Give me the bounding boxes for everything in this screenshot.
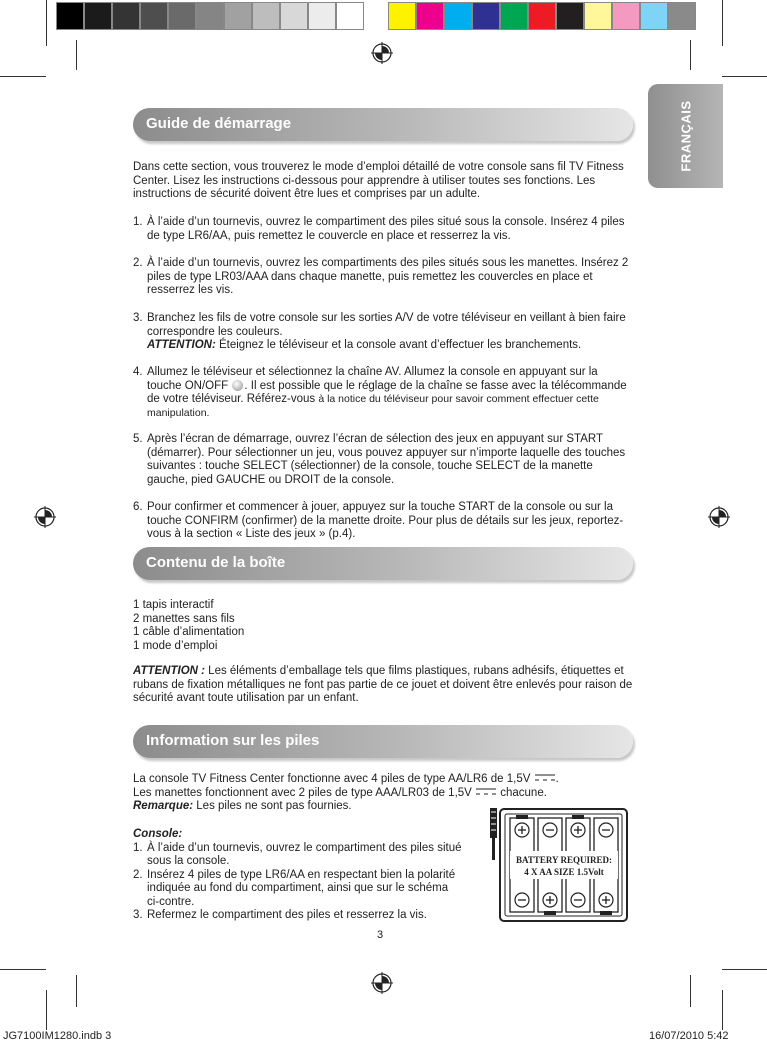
step-text: Allumez le téléviseur et sélectionnez la chaîne AV. Allumez la console en appuyant sur la touche ON/OFF bbox=[147, 366, 598, 392]
registration-mark-bottom bbox=[371, 972, 393, 994]
list-item: 1 tapis interactif bbox=[133, 599, 214, 611]
color-swatch bbox=[472, 2, 500, 30]
section-header-batteries bbox=[133, 725, 633, 758]
step-text: À l’aide d’un tournevis, ouvrez le compartiment des piles situé sous la console. Insérez 4 piles de type LR6/AA, puis remettez le couvercle en place et resserrez la vis. bbox=[147, 216, 625, 242]
step-number: 5. bbox=[133, 433, 143, 445]
attention-label: ATTENTION: bbox=[147, 339, 216, 351]
step-text: Pour confirmer et commencer à jouer, appuyez sur la touche START de la console ou sur la touche CONFIRM (confirmer) de la manette droite. Pour plus de détails sur les jeux, reportez-vous à la section « Liste des jeux » (p.4). bbox=[147, 501, 624, 540]
page-number: 3 bbox=[377, 929, 384, 941]
color-swatch bbox=[416, 2, 444, 30]
color-swatch bbox=[336, 2, 364, 30]
color-swatch bbox=[224, 2, 252, 30]
battery-line: Les manettes fonctionnent avec 2 piles de type AAA/LR03 de 1,5V bbox=[133, 786, 472, 799]
color-swatch bbox=[308, 2, 336, 30]
contents-attention bbox=[133, 665, 633, 706]
registration-mark-right bbox=[708, 506, 730, 528]
color-swatch bbox=[612, 2, 640, 30]
power-button-icon bbox=[232, 380, 243, 391]
color-swatch bbox=[388, 2, 416, 30]
step-number: 2. bbox=[133, 257, 143, 269]
list-item: 1 câble d’alimentation bbox=[133, 626, 245, 638]
battery-compartment-diagram bbox=[480, 806, 630, 924]
step-number: 6. bbox=[133, 501, 143, 513]
battery-line-end: chacune. bbox=[497, 786, 547, 799]
start-step bbox=[133, 312, 633, 353]
diagram-label-line1: BATTERY REQUIRED: bbox=[516, 855, 612, 865]
start-step bbox=[133, 257, 633, 298]
section-title: Guide de démarrage bbox=[146, 115, 292, 132]
step-text: Refermez le compartiment des piles et resserrez la vis. bbox=[147, 909, 427, 921]
step-text: à la notice du téléviseur pour savoir comment effectuer cette manipulation. bbox=[147, 393, 599, 419]
contents-list bbox=[133, 599, 633, 653]
remark-text: Les piles ne sont pas fournies. bbox=[193, 800, 352, 812]
color-swatch bbox=[252, 2, 280, 30]
color-swatch bbox=[112, 2, 140, 30]
start-step bbox=[133, 501, 633, 542]
start-step bbox=[133, 433, 633, 487]
list-item: 2 manettes sans fils bbox=[133, 612, 235, 625]
registration-mark-left bbox=[34, 506, 56, 528]
section-header-start bbox=[133, 108, 633, 141]
attention-text: Les éléments d’emballage tels que films plastiques, rubans adhésifs, étiquettes et rubans de fixation métalliques ne font pas partie de ce jouet et doivent être enlevés pour raison de sécurité avant toute utilisation par un enfant. bbox=[133, 665, 633, 704]
dc-symbol-icon bbox=[475, 787, 497, 796]
step-text: . Il est possible que le réglage de la chaîne se fasse avec la télécommande de votre téléviseur. Référez-vous bbox=[147, 379, 627, 405]
step-number: 1. bbox=[133, 841, 143, 854]
start-step bbox=[133, 216, 633, 243]
color-swatch bbox=[56, 2, 84, 30]
battery-line: La console TV Fitness Center fonctionne avec 4 piles de type AA/LR6 de 1,5V bbox=[133, 773, 531, 785]
remark-label: Remarque: bbox=[133, 800, 194, 812]
step-text: À l’aide d’un tournevis, ouvrez les compartiments des piles situés sous les manettes. Insérez 2 piles de type LR03/AAA dans chaque manette, puis remettez les couvercles en place et resserrez les vis. bbox=[147, 257, 629, 296]
color-swatch bbox=[500, 2, 528, 30]
console-label: Console: bbox=[133, 828, 183, 840]
start-step bbox=[133, 366, 633, 420]
step-text: À l’aide d’un tournevis, ouvrez le compartiment des piles situé sous la console. bbox=[147, 841, 462, 867]
footer-date: 16/07/2010 5:42 bbox=[649, 1030, 729, 1042]
step-text: Insérez 4 piles de type LR6/AA en respectant bien la polarité indiquée au fond du compartiment, ainsi que sur le schéma ci-contre. bbox=[147, 868, 456, 908]
color-swatch bbox=[584, 2, 612, 30]
diagram-label-line2: 4 X AA SIZE 1.5Volt bbox=[524, 867, 604, 877]
language-tab bbox=[648, 84, 723, 188]
step-text: Branchez les fils de votre console sur les sorties A/V de votre téléviseur en veillant à bien faire correspondre les couleurs. bbox=[147, 312, 626, 338]
color-swatch bbox=[528, 2, 556, 30]
screwdriver-icon bbox=[490, 808, 497, 860]
section-header-contents bbox=[133, 547, 633, 580]
step-number: 3. bbox=[133, 909, 143, 921]
dc-symbol-icon bbox=[534, 773, 556, 782]
step-number: 3. bbox=[133, 312, 143, 324]
step-number: 1. bbox=[133, 216, 143, 228]
color-swatch bbox=[140, 2, 168, 30]
footer-file: JG7100IM1280.indb 3 bbox=[3, 1030, 112, 1042]
color-swatch bbox=[556, 2, 584, 30]
section-title: Contenu de la boîte bbox=[146, 554, 286, 571]
color-swatch bbox=[444, 2, 472, 30]
color-swatch bbox=[168, 2, 196, 30]
step-text: Après l’écran de démarrage, ouvrez l’écran de sélection des jeux en appuyant sur START (démarrer). Pour sélectionner un jeu, vous pouvez appuyer sur n’importe laquelle des touches suivantes : touche SELECT (sélectionner) de la console, touche SELECT de la manette gauche, pied GAUCHE ou DROIT de la console. bbox=[147, 433, 626, 486]
step-number: 2. bbox=[133, 868, 143, 881]
color-swatch bbox=[668, 2, 696, 30]
attention-text: Éteignez le téléviseur et la console avant d’effectuer les branchements. bbox=[215, 339, 582, 351]
start-intro: Dans cette section, vous trouverez le mode d’emploi détaillé de votre console sans fil TV Fitness Center. Lisez les instructions ci-dessous pour apprendre à utiliser toutes ses fonctions. Les instructions de sécurité doivent être lues et comprises par un adulte. bbox=[133, 161, 624, 200]
section-title: Information sur les piles bbox=[146, 732, 320, 749]
color-swatch bbox=[196, 2, 224, 30]
battery-line-end: . bbox=[555, 773, 559, 785]
step-number: 4. bbox=[133, 366, 143, 378]
list-item: 1 mode d’emploi bbox=[133, 639, 218, 652]
color-swatch bbox=[280, 2, 308, 30]
registration-mark-top bbox=[371, 42, 393, 64]
console-instructions bbox=[133, 828, 463, 923]
color-swatch bbox=[640, 2, 668, 30]
language-tab-label: FRANÇAIS bbox=[678, 100, 693, 172]
color-swatch bbox=[84, 2, 112, 30]
attention-label: ATTENTION : bbox=[133, 665, 205, 677]
